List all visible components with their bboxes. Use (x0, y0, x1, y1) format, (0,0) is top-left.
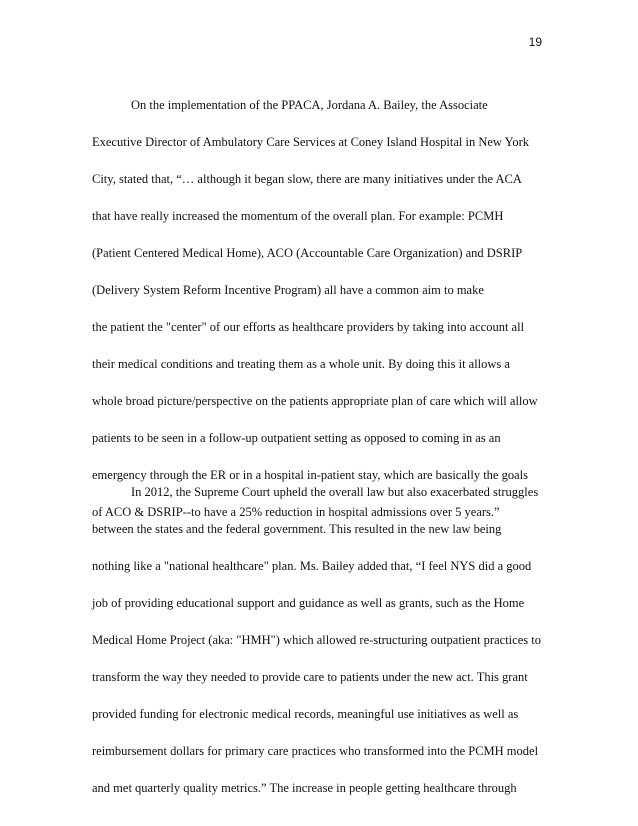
paragraph-1-line-4: that have really increased the momentum of the overall plan. For example: PCMH (92, 209, 504, 223)
paragraph-2-line-6: transform the way they needed to provide care to patients under the new act. This grant (92, 670, 528, 684)
paragraph-1-line-3: City, stated that, “… although it began slow, there are many initiatives under the ACA (92, 172, 522, 186)
paragraph-1-line-11: emergency through the ER or in a hospital in-patient stay, which are basically the goals (92, 468, 528, 482)
paragraph-2-line-7: provided funding for electronic medical records, meaningful use initiatives as well as (92, 707, 519, 721)
paragraph-1-line-9: whole broad picture/perspective on the patients appropriate plan of care which will allow (92, 394, 538, 408)
paragraph-1-line-6: (Delivery System Reform Incentive Program) all have a common aim to make (92, 283, 484, 297)
paragraph-2-line-3: nothing like a "national healthcare" plan. Ms. Bailey added that, “I feel NYS did a good (92, 559, 532, 573)
paragraph-2-line-5: Medical Home Project (aka: "HMH") which allowed re-structuring outpatient practices to (92, 633, 541, 647)
paragraph-1-line-5: (Patient Centered Medical Home), ACO (Accountable Care Organization) and DSRIP (92, 246, 523, 260)
paragraph-1-line-1: On the implementation of the PPACA, Jordana A. Bailey, the Associate (131, 98, 488, 112)
page-number: 19 (528, 35, 542, 49)
paragraph-1-line-12: of ACO & DSRIP--to have a 25% reduction in hospital admissions over 5 years.” (92, 505, 500, 519)
paragraph-1-line-8: their medical conditions and treating them as a whole unit. By doing this it allows a (92, 357, 510, 371)
paragraph-2-line-4: job of providing educational support and guidance as well as grants, such as the Home (92, 596, 525, 610)
paragraph-2-line-1: In 2012, the Supreme Court upheld the overall law but also exacerbated struggles (131, 485, 539, 499)
paragraph-1-line-10: patients to be seen in a follow-up outpatient setting as opposed to coming in as an (92, 431, 501, 445)
paragraph-2-line-2: between the states and the federal government. This resulted in the new law being (92, 522, 502, 536)
paragraph-2-line-9: and met quarterly quality metrics.” The increase in people getting healthcare through (92, 781, 517, 795)
paragraph-1-line-2: Executive Director of Ambulatory Care Services at Coney Island Hospital in New York (92, 135, 530, 149)
paragraph-1-line-7: the patient the "center" of our efforts as healthcare providers by taking into account all (92, 320, 525, 334)
paragraph-2-line-8: reimbursement dollars for primary care practices who transformed into the PCMH model (92, 744, 539, 758)
